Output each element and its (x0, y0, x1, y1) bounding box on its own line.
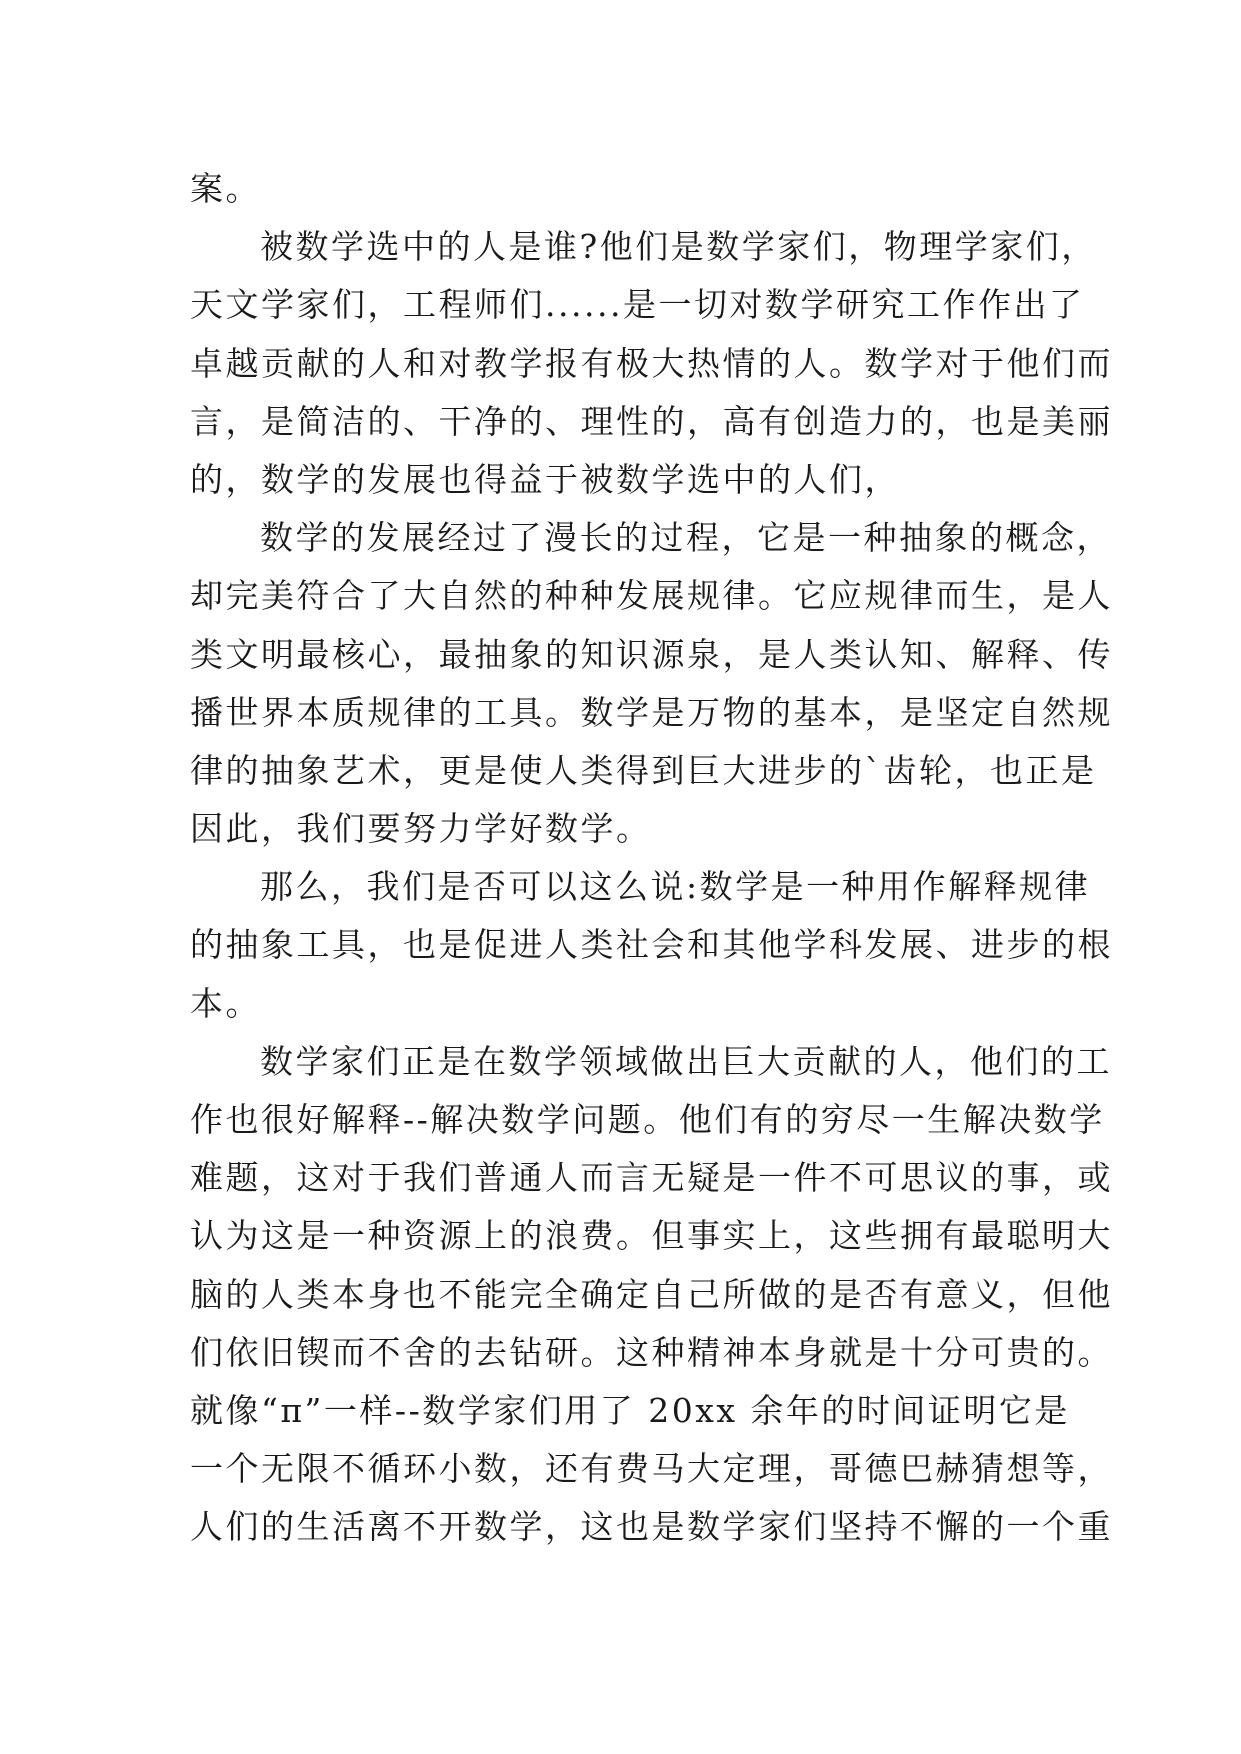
text-line: 言，是简洁的、干净的、理性的，高有创造力的，也是美丽 (190, 401, 1113, 441)
text-line: 却完美符合了大自然的种种发展规律。它应规律而生，是人 (190, 576, 1113, 616)
text-line: 类文明最核心，最抽象的知识源泉，是人类认知、解释、传 (190, 634, 1113, 674)
text-line: 的抽象工具，也是促进人类社会和其他学科发展、进步的根 (190, 925, 1113, 965)
text-line: 一个无限不循环小数，还有费马大定理，哥德巴赫猜想等， (190, 1449, 1113, 1489)
text-line: 因此，我们要努力学好数学。 (190, 809, 652, 849)
text-line: 律的抽象艺术，更是使人类得到巨大进步的`齿轮，也正是 (190, 750, 1097, 790)
text-line: 天文学家们，工程师们......是一切对数学研究工作作出了 (190, 285, 1085, 325)
paragraph-first-line: 被数学选中的人是谁?他们是数学家们，物理学家们， (260, 227, 1097, 267)
paragraph-first-line: 那么，我们是否可以这么说:数学是一种用作解释规律 (260, 867, 1091, 907)
text-line: 卓越贡献的人和对教学报有极大热情的人。数学对于他们而 (190, 343, 1113, 383)
text-line: 们依旧锲而不舍的去钻研。这种精神本身就是十分可贵的。 (190, 1332, 1113, 1372)
document-body (190, 160, 1113, 1557)
text-line: 播世界本质规律的工具。数学是万物的基本，是坚定自然规 (190, 692, 1113, 732)
text-line: 脑的人类本身也不能完全确定自己所做的是否有意义，但他 (190, 1274, 1113, 1314)
text-line: 的，数学的发展也得益于被数学选中的人们， (190, 459, 900, 499)
text-line: 本。 (190, 983, 261, 1023)
text-line: 案。 (190, 169, 261, 208)
text-line: 就像“π”一样--数学家们用了 20xx 余年的时间证明它是 (190, 1390, 1070, 1430)
text-line: 认为这是一种资源上的浪费。但事实上，这些拥有最聪明大 (190, 1216, 1113, 1256)
text-line: 人们的生活离不开数学，这也是数学家们坚持不懈的一个重 (190, 1507, 1113, 1547)
paragraph-first-line: 数学家们正是在数学领域做出巨大贡献的人，他们的工 (260, 1041, 1112, 1081)
paragraph-first-line: 数学的发展经过了漫长的过程，它是一种抽象的概念， (260, 518, 1112, 558)
text-line: 作也很好解释--解决数学问题。他们有的穷尽一生解决数学 (190, 1100, 1105, 1139)
text-line: 难题，这对于我们普通人而言无疑是一件不可思议的事，或 (190, 1158, 1113, 1198)
